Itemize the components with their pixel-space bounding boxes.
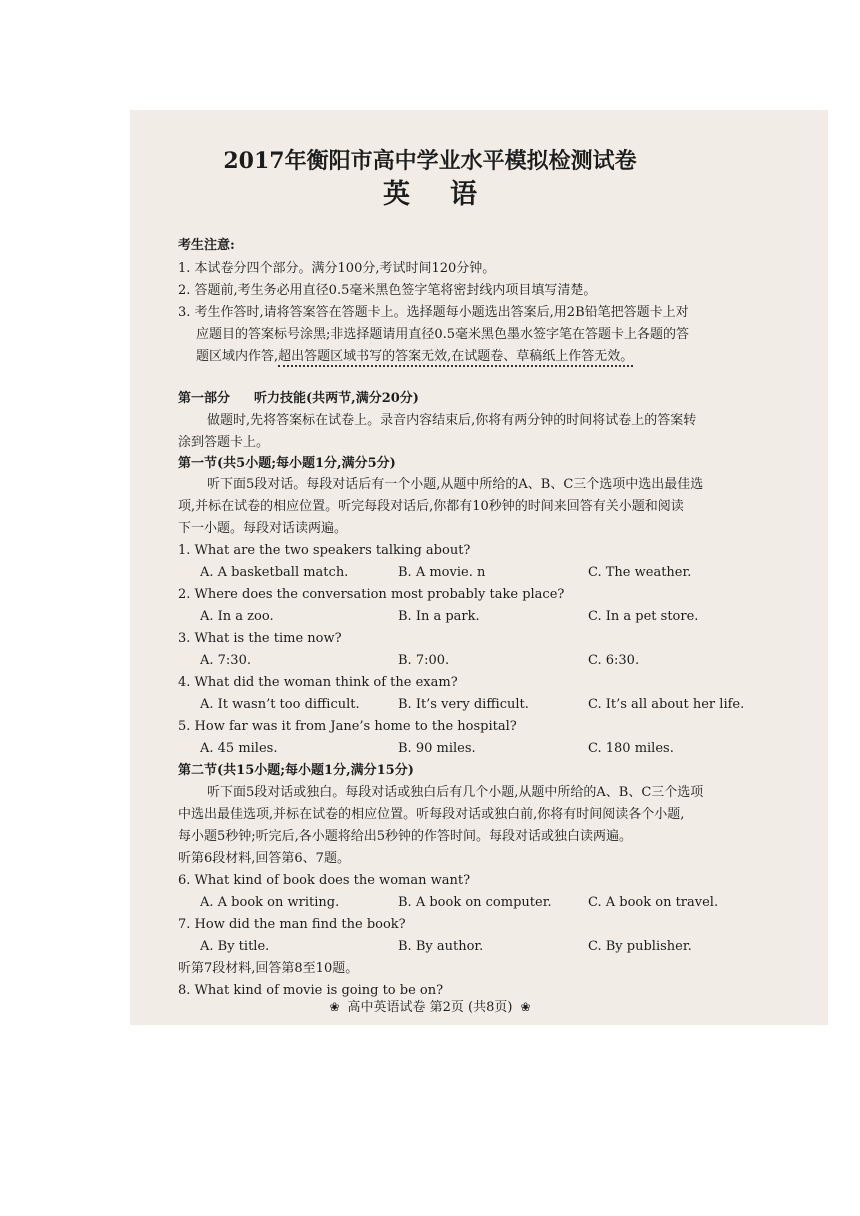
section2-instr-3: 每小题5秒钟;听完后,各小题将给出5秒钟的作答时间。每段对话或独白读两遍。 (178, 829, 633, 844)
q3-option-b: B. 7:00. (398, 653, 450, 668)
section1-heading: 第一节(共5小题;每小题1分,满分5分) (178, 456, 396, 471)
q3-option-a: A. 7:30. (200, 653, 251, 668)
notice-item-3: 3. 考生作答时,请将答案答在答题卡上。选择题每小题选出答案后,用2B铅笔把答题卡上对 (178, 305, 689, 320)
part1-heading-detail: 听力技能(共两节,满分20分) (254, 391, 419, 406)
question-3: 3. What is the time now? (178, 631, 342, 646)
q5-option-a: A. 45 miles. (200, 741, 278, 756)
q1-option-a: A. A basketball match. (200, 565, 349, 580)
q6-option-a: A. A book on writing. (200, 895, 340, 910)
q4-option-b: B. It’s very difficult. (398, 697, 529, 712)
q2-option-a: A. In a zoo. (200, 609, 274, 624)
part1-heading-label: 第一部分 (178, 391, 231, 406)
q1-option-c: C. The weather. (588, 565, 692, 580)
notice-item-3-end (196, 349, 633, 365)
flower-ornament-icon: ❀ (329, 1000, 340, 1014)
question-1: 1. What are the two speakers talking about? (178, 543, 471, 558)
notice-item-2: 2. 答题前,考生务必用直径0.5毫米黑色签字笔将密封线内项目填写清楚。 (178, 283, 597, 298)
part1-intro-1: 做题时,先将答案标在试卷上。录音内容结束后,你将有两分钟的时间将试卷上的答案转 (207, 413, 697, 428)
q6-option-c: C. A book on travel. (588, 895, 719, 910)
q5-option-c: C. 180 miles. (588, 741, 674, 756)
notice-item-1: 1. 本试卷分四个部分。满分100分,考试时间120分钟。 (178, 261, 496, 276)
q7-option-b: B. By author. (398, 939, 484, 954)
q6-option-b: B. A book on computer. (398, 895, 552, 910)
section2-heading: 第二节(共15小题;每小题1分,满分15分) (178, 763, 414, 778)
part1-heading (178, 391, 419, 407)
question-2: 2. Where does the conversation most probably take place? (178, 587, 565, 602)
subject-title: 英语 (383, 179, 517, 210)
section1-instr-1: 听下面5段对话。每段对话后有一个小题,从题中所给的A、B、C三个选项中选出最佳选 (207, 477, 704, 492)
notice-item-3-cont: 应题目的答案标号涂黑;非选择题请用直径0.5毫米黑色墨水签字笔在答题卡上各题的答 (196, 327, 690, 342)
q3-option-c: C. 6:30. (588, 653, 640, 668)
q2-option-c: C. In a pet store. (588, 609, 699, 624)
notice-item-3-end-text: 题区域内作答, (196, 349, 279, 364)
question-5: 5. How far was it from Jane’s home to the hospital? (178, 719, 517, 734)
section1-instr-3: 下一小题。每段对话读两遍。 (178, 521, 348, 536)
material-6-heading: 听第6段材料,回答第6、7题。 (178, 851, 350, 866)
part1-intro-2: 涂到答题卡上。 (178, 435, 270, 450)
q7-option-a: A. By title. (200, 939, 270, 954)
section2-instr-1: 听下面5段对话或独白。每段对话或独白后有几个小题,从题中所给的A、B、C三个选项 (207, 785, 704, 800)
page-footer (0, 996, 860, 1015)
notice-heading: 考生注意: (178, 238, 235, 253)
q4-option-a: A. It wasn’t too difficult. (200, 697, 360, 712)
material-7-heading: 听第7段材料,回答第8至10题。 (178, 961, 359, 976)
q5-option-b: B. 90 miles. (398, 741, 476, 756)
exam-title: 2017年衡阳市高中学业水平模拟检测试卷 (223, 148, 637, 174)
question-6: 6. What kind of book does the woman want? (178, 873, 471, 888)
q4-option-c: C. It’s all about her life. (588, 697, 745, 712)
notice-emphasis: 超出答题区域书写的答案无效,在试题卷、草稿纸上作答无效。 (278, 349, 633, 367)
flower-ornament-icon: ❀ (520, 1000, 531, 1014)
question-8: 8. What kind of movie is going to be on? (178, 983, 444, 998)
question-4: 4. What did the woman think of the exam? (178, 675, 458, 690)
q7-option-c: C. By publisher. (588, 939, 692, 954)
section1-instr-2: 项,并标在试卷的相应位置。听完每段对话后,你都有10秒钟的时间来回答有关小题和阅读 (178, 499, 684, 514)
q2-option-b: B. In a park. (398, 609, 480, 624)
question-7: 7. How did the man find the book? (178, 917, 406, 932)
q1-option-b: B. A movie. n (398, 565, 486, 580)
section2-instr-2: 中选出最佳选项,并标在试卷的相应位置。听每段对话或独白前,你将有时间阅读各个小题, (178, 807, 685, 822)
footer-text: 高中英语试卷 第2页 (共8页) (347, 1000, 513, 1015)
